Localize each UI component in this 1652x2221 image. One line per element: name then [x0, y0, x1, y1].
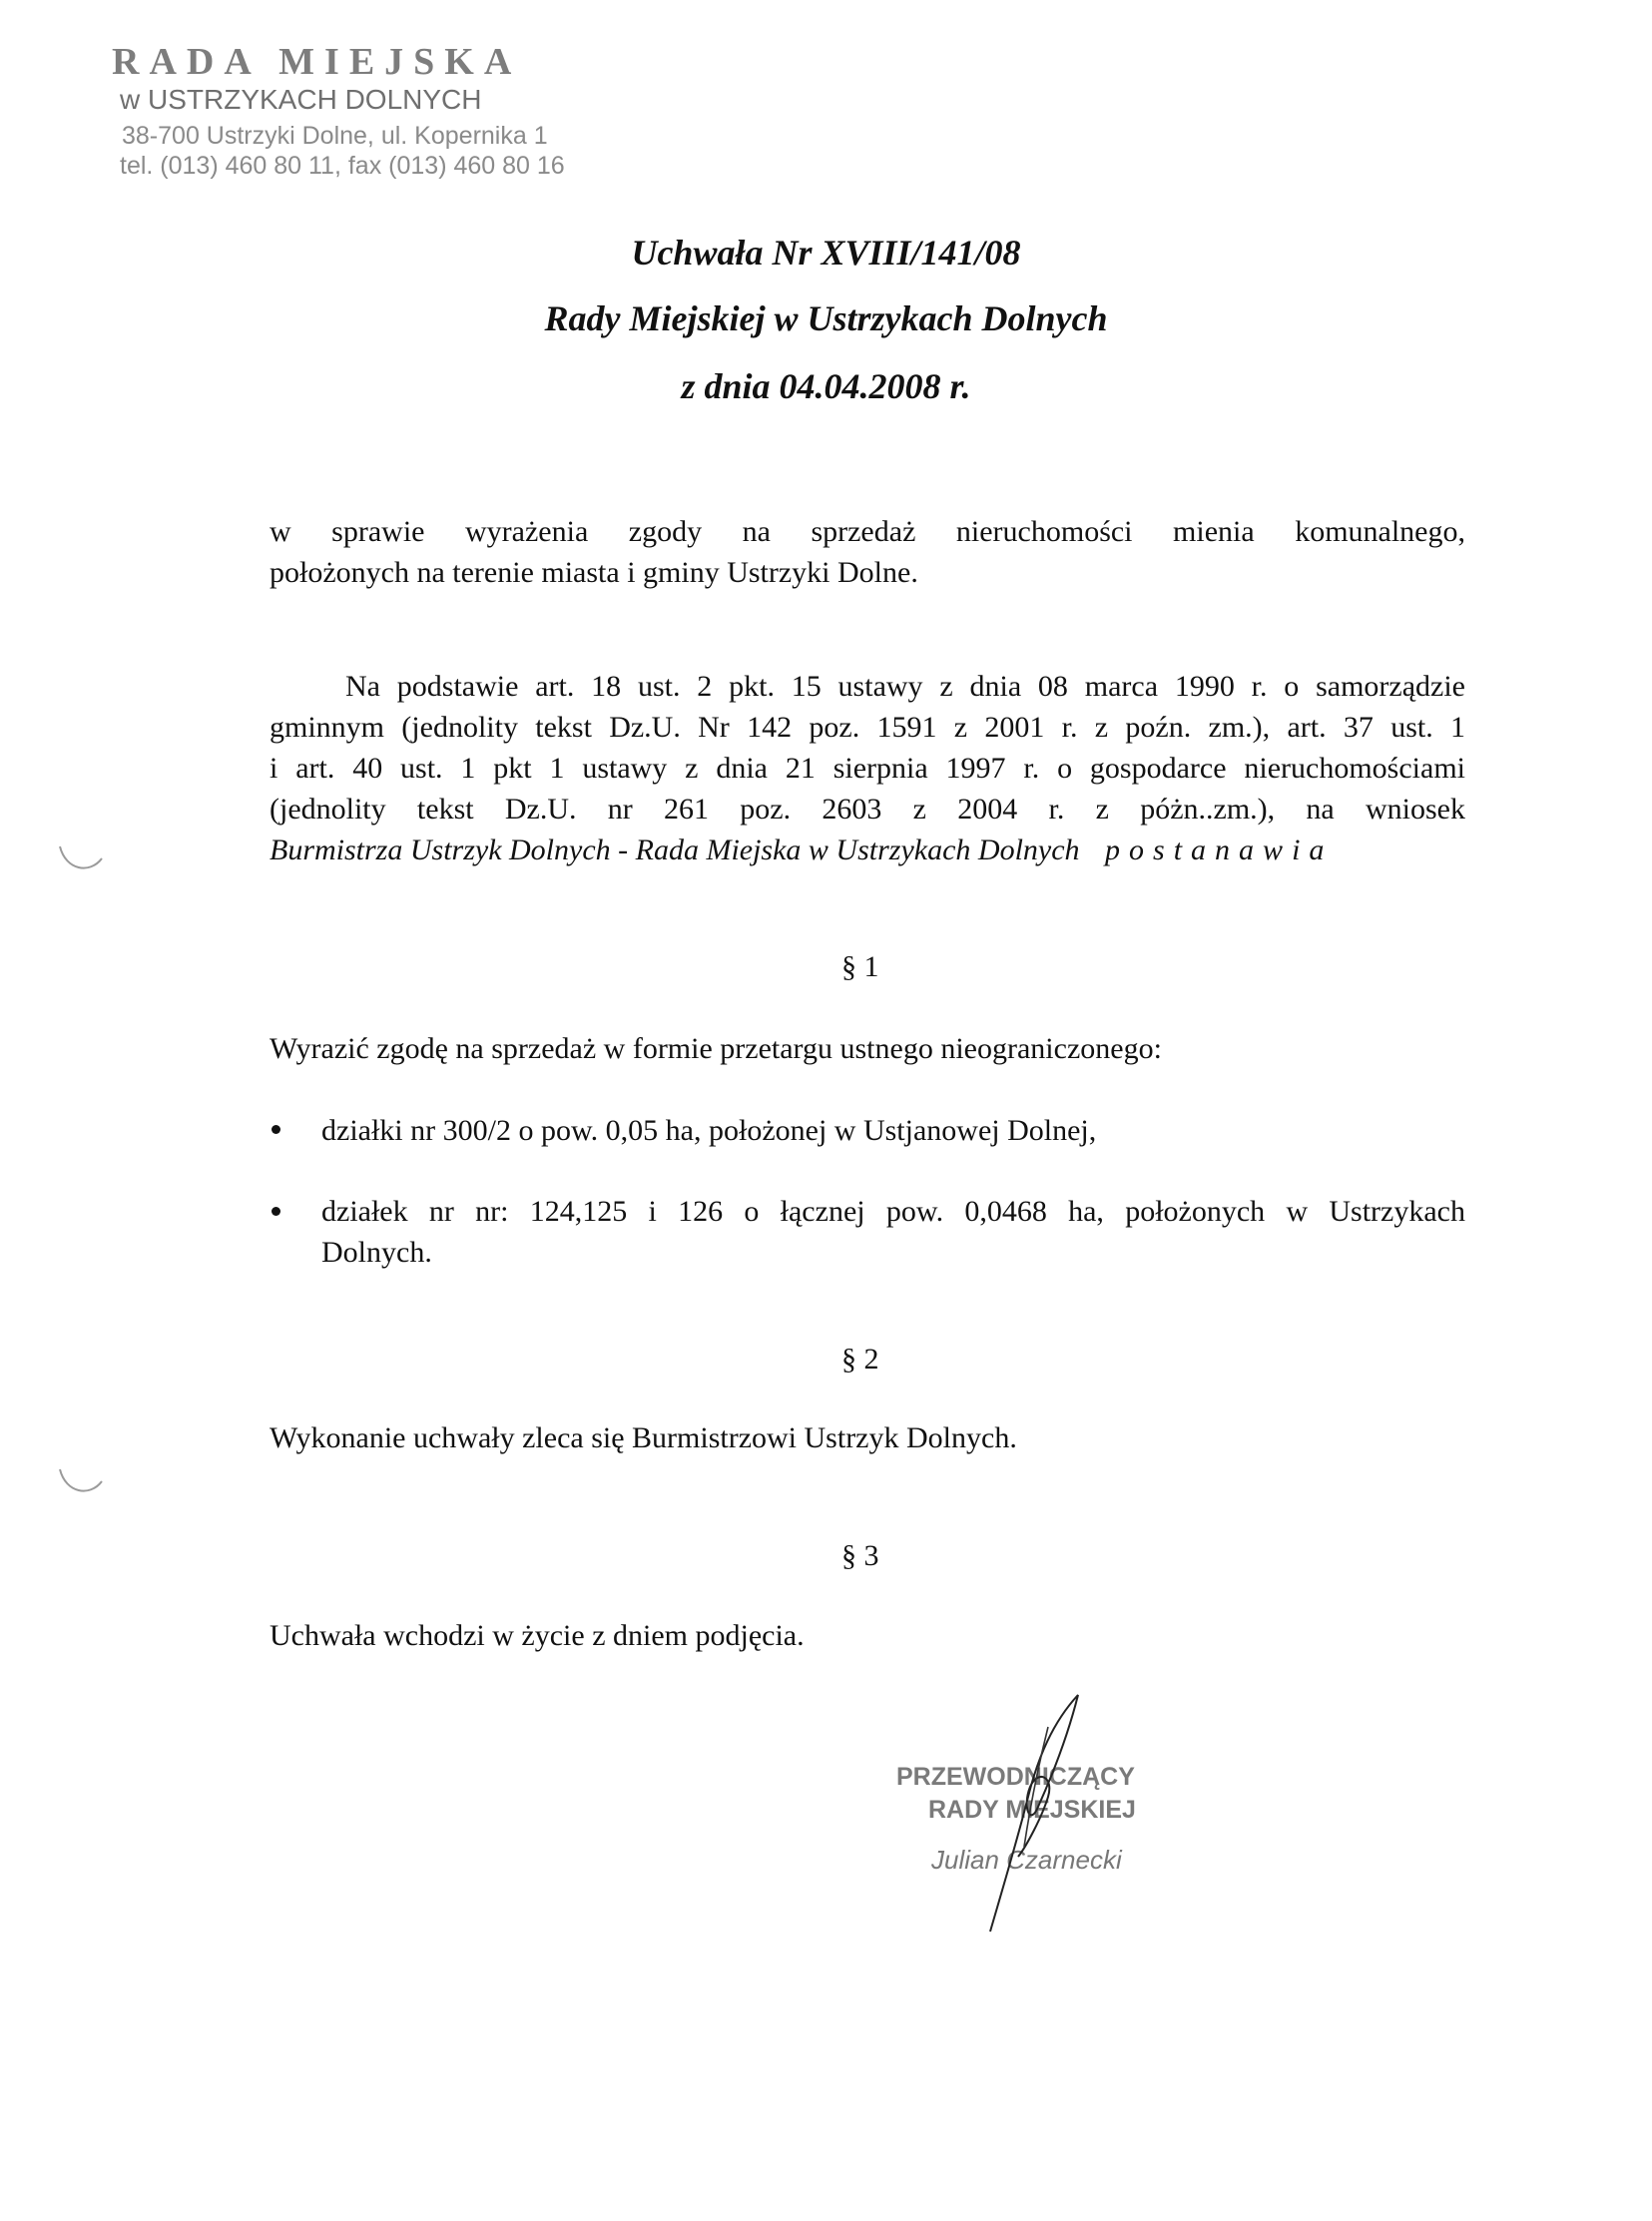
- section-2-text: [270, 1417, 1465, 1458]
- stamp-location: w USTRZYKACH DOLNYCH: [120, 84, 482, 115]
- handwritten-signature: [978, 1687, 1128, 1937]
- basis-line: [270, 830, 1465, 870]
- basis-applicant: Burmistrza Ustrzyk Dolnych - Rada Miejska w Ustrzykach Dolnych: [270, 833, 1080, 866]
- plot-item-text: działki nr 300/2 o pow. 0,05 ha, położonej w Ustjanowej Dolnej,: [321, 1114, 1097, 1147]
- punch-hole-mark: [56, 840, 106, 880]
- legal-basis: [270, 666, 1465, 870]
- section-1-intro: [270, 1028, 1465, 1069]
- bullet-marker: [272, 1125, 280, 1134]
- resolution-number: Uchwała Nr XVIII/141/08: [631, 233, 1021, 273]
- bullet-marker: [272, 1207, 280, 1216]
- section-1-intro-text: Wyrazić zgodę na sprzedaż w formie przetargu ustnego nieograniczonego:: [270, 1032, 1162, 1065]
- section-3-mark: § 3: [841, 1539, 879, 1572]
- basis-line: i art. 40 ust. 1 pkt 1 ustawy z dnia 21 sierpnia 1997 r. o gospodarce nieruchomościami: [270, 752, 1465, 785]
- resolution-issuer: Rady Miejskiej w Ustrzykach Dolnych: [544, 298, 1108, 338]
- plot-item-text: działek nr nr: 124,125 i 126 o łącznej pow. 0,0468 ha, położonych w Ustrzykach: [321, 1195, 1465, 1228]
- punch-hole-mark: [56, 1463, 106, 1503]
- section-3-text: [270, 1615, 1465, 1656]
- plot-list-item: [321, 1110, 1465, 1151]
- stamp-council-name: RADA MIEJSKA: [112, 41, 522, 83]
- resolution-date: z dnia 04.04.2008 r.: [681, 366, 971, 406]
- section-2-body: Wykonanie uchwały zleca się Burmistrzowi Ustrzyk Dolnych.: [270, 1421, 1017, 1454]
- plot-item-text: Dolnych.: [321, 1236, 432, 1269]
- basis-decides: postanawia: [1105, 833, 1334, 866]
- signature-role-title: PRZEWODNICZĄCY: [896, 1763, 1135, 1791]
- plot-list-item: [321, 1191, 1465, 1273]
- section-3-body: Uchwała wchodzi w życie z dniem podjęcia.: [270, 1619, 805, 1652]
- basis-line: (jednolity tekst Dz.U. nr 261 poz. 2603 z 2004 r. z póżn..zm.), na wniosek: [270, 793, 1465, 826]
- section-1-mark: § 1: [841, 950, 879, 983]
- subject-line: położonych na terenie miasta i gminy Ustrzyki Dolne.: [270, 556, 918, 589]
- stamp-address: 38-700 Ustrzyki Dolne, ul. Kopernika 1: [122, 122, 548, 150]
- signature-name: Julian Czarnecki: [931, 1845, 1122, 1875]
- resolution-subject: [270, 511, 1465, 593]
- basis-line: Na podstawie art. 18 ust. 2 pkt. 15 ustawy z dnia 08 marca 1990 r. o samorządzie: [345, 670, 1465, 703]
- subject-line: w sprawie wyrażenia zgody na sprzedaż nieruchomości mienia komunalnego,: [270, 515, 1465, 548]
- basis-line: gminnym (jednolity tekst Dz.U. Nr 142 poz. 1591 z 2001 r. z poźn. zm.), art. 37 ust. 1: [270, 711, 1465, 744]
- stamp-phone-fax: tel. (013) 460 80 11, fax (013) 460 80 16: [120, 152, 565, 180]
- section-2-mark: § 2: [841, 1343, 879, 1376]
- signature-role-council: RADY MIEJSKIEJ: [928, 1796, 1136, 1824]
